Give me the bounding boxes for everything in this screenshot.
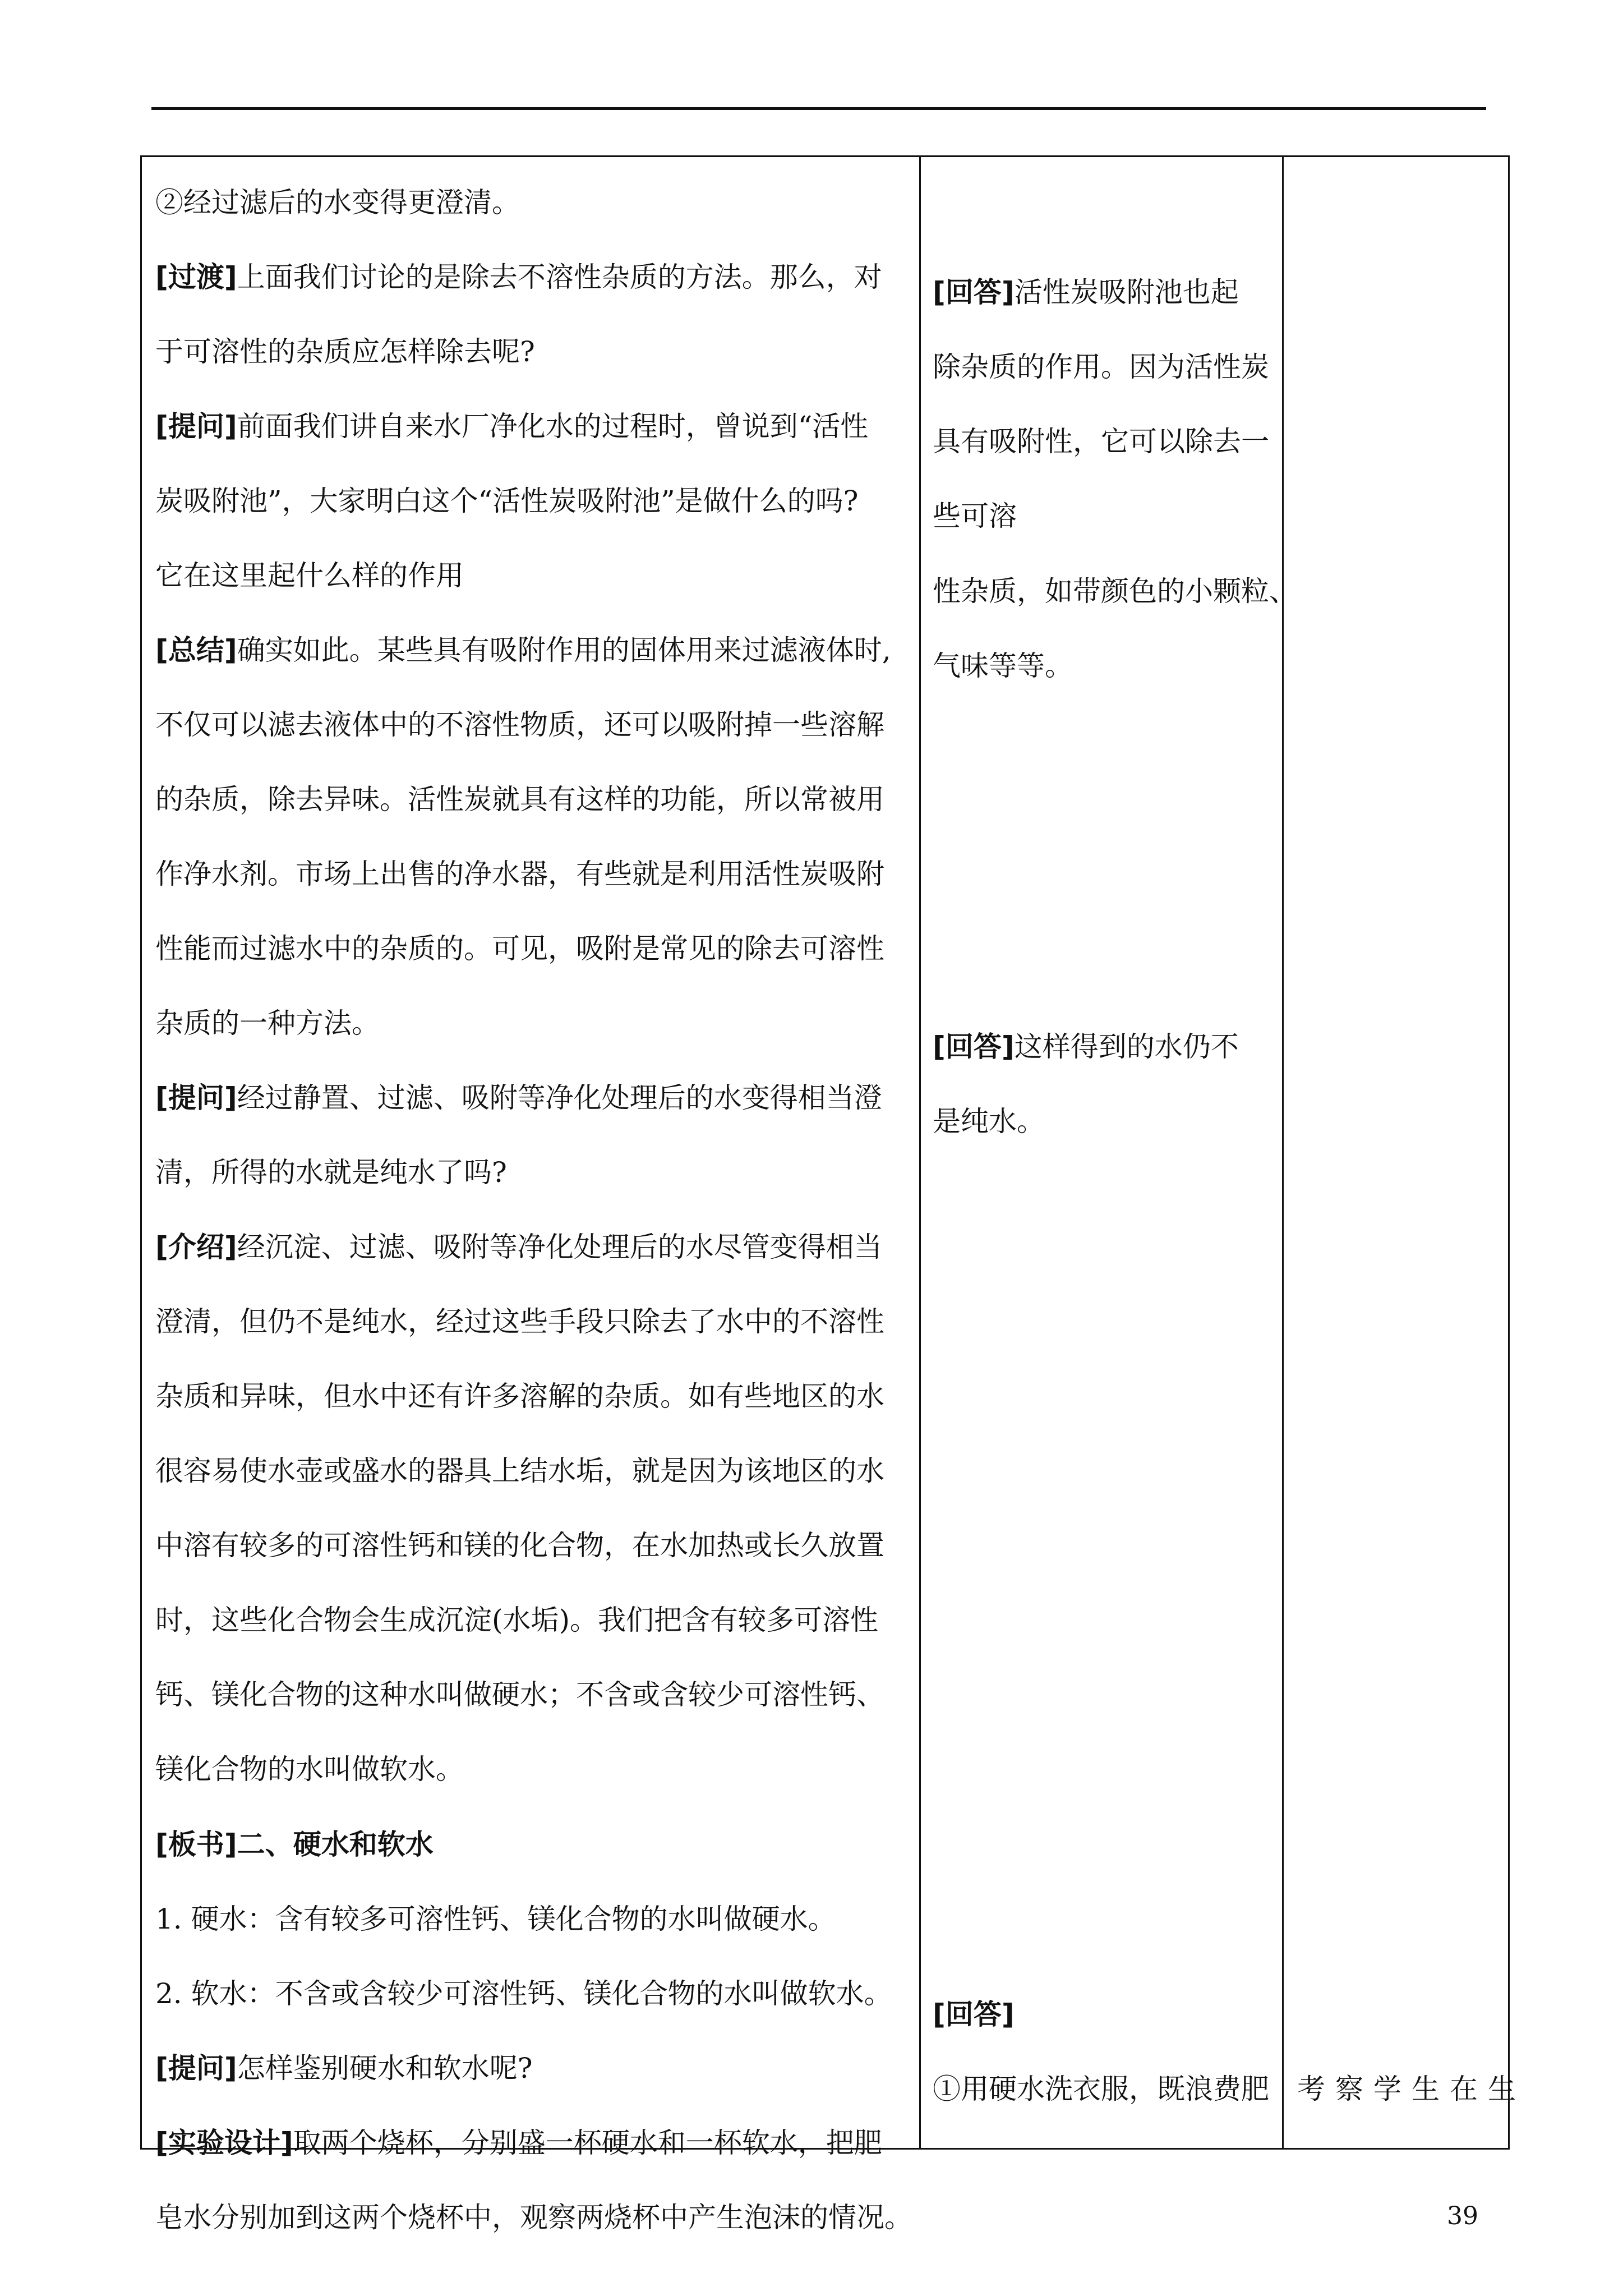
para-line: 上面我们讨论的是除去不溶性杂质的方法。那么，对 [237, 261, 882, 293]
para-tag: [回答] [933, 1998, 1015, 2031]
para-line: 钙、镁化合物的这种水叫做硬水；不含或含较少可溶性钙、 [155, 1678, 884, 1711]
para-line: 杂质的一种方法。 [155, 1007, 380, 1039]
para-line: 于可溶性的杂质应怎样除去呢? [155, 335, 535, 368]
side-para-3 [933, 1977, 1269, 2052]
para-tag: [总结] [155, 634, 237, 666]
para-line: 前面我们讲自来水厂净化水的过程时，曾说到“活性 [237, 410, 869, 443]
para-tag: [板书] [155, 1828, 237, 1861]
para-line: 性杂质，如带颜色的小颗粒、 [933, 575, 1297, 608]
side-para-2 [933, 1010, 1269, 1159]
para-line: 除杂质的作用。因为活性炭 [933, 351, 1269, 383]
main-para-2 [155, 389, 907, 613]
para-line: 镁化合物的水叫做软水。 [155, 1753, 464, 1786]
para-line: 1. 硬水：含有较多可溶性钙、镁化合物的水叫做硬水。 [155, 1903, 836, 1935]
column-divider [1282, 157, 1284, 2148]
eval-text [1297, 2052, 1526, 2127]
para-line: 皂水分别加到这两个烧杯中，观察两烧杯中产生泡沫的情况。 [155, 2201, 912, 2234]
main-para-9 [155, 2031, 907, 2106]
para-tag: [回答] [933, 1030, 1015, 1063]
para-line: 经沉淀、过滤、吸附等净化处理后的水尽管变得相当 [237, 1231, 882, 1263]
main-para-3 [155, 613, 907, 1061]
para-line: 经过静置、过滤、吸附等净化处理后的水变得相当澄 [237, 1082, 882, 1114]
main-para-1 [155, 240, 907, 389]
para-line: 确实如此。某些具有吸附作用的固体用来过滤液体时, [237, 634, 891, 666]
para-line: ②经过滤后的水变得更澄清。 [155, 186, 520, 219]
para-line: 澄清，但仍不是纯水，经过这些手段只除去了水中的不溶性 [155, 1305, 884, 1338]
main-para-7 [155, 1882, 907, 1957]
header-rule [151, 107, 1486, 110]
main-para-8 [155, 1957, 907, 2031]
para-line: 些可溶 [933, 500, 1017, 532]
para-line: 气味等等。 [933, 650, 1073, 682]
para-line: 它在这里起什么样的作用 [155, 559, 464, 592]
para-line: 是纯水。 [933, 1105, 1045, 1138]
para-line: 怎样鉴别硬水和软水呢? [237, 2052, 533, 2085]
para-line: 杂质和异味，但水中还有许多溶解的杂质。如有些地区的水 [155, 1380, 884, 1412]
page-number: 39 [1447, 2202, 1478, 2230]
para-line: 活性炭吸附池也起 [1014, 276, 1239, 309]
main-para-4 [155, 1061, 907, 1210]
para-tag: [回答] [933, 276, 1015, 309]
column-divider [919, 157, 921, 2148]
side-para-0 [933, 255, 1269, 554]
para-tag: [提问] [155, 1082, 237, 1114]
para-tag: [提问] [155, 2052, 237, 2085]
para-line: 不仅可以滤去液体中的不溶性物质，还可以吸附掉一些溶解 [155, 708, 884, 741]
main-para-6 [155, 1807, 907, 1882]
para-tag: [实验设计] [155, 2127, 293, 2159]
main-para-5 [155, 1210, 907, 1807]
main-para-0 [155, 165, 907, 240]
para-line: 时，这些化合物会生成沉淀(水垢)。我们把含有较多可溶性 [155, 1604, 879, 1636]
side-para-4 [933, 2052, 1269, 2127]
para-line: 性能而过滤水中的杂质的。可见，吸附是常见的除去可溶性 [155, 932, 884, 965]
para-line: 取两个烧杯，分别盛一杯硬水和一杯软水，把肥 [293, 2127, 882, 2159]
side-para-1 [933, 554, 1297, 703]
para-line: 炭吸附池”，大家明白这个“活性炭吸附池”是做什么的吗? [155, 485, 859, 517]
para-tag: [介绍] [155, 1231, 237, 1263]
para-tag: [过渡] [155, 261, 237, 293]
para-line: 的杂质，除去异味。活性炭就具有这样的功能，所以常被用 [155, 783, 884, 816]
para-line: 中溶有较多的可溶性钙和镁的化合物，在水加热或长久放置 [155, 1529, 884, 1562]
para-line: 这样得到的水仍不 [1014, 1030, 1239, 1063]
para-line: 清，所得的水就是纯水了吗? [155, 1156, 507, 1189]
para-line: ①用硬水洗衣服，既浪费肥 [933, 2073, 1269, 2105]
main-para-10 [155, 2106, 912, 2255]
para-tag: [提问] [155, 410, 237, 443]
para-line: 作净水剂。市场上出售的净水器，有些就是利用活性炭吸附 [155, 858, 884, 890]
para-line: 很容易使水壶或盛水的器具上结水垢，就是因为该地区的水 [155, 1455, 884, 1487]
para-line: 二、硬水和软水 [237, 1828, 434, 1861]
para-line: 具有吸附性，它可以除去一 [933, 425, 1269, 458]
para-line: 2. 软水：不含或含较少可溶性钙、镁化合物的水叫做软水。 [155, 1977, 892, 2010]
eval-line: 考察学生在生 [1297, 2073, 1526, 2105]
